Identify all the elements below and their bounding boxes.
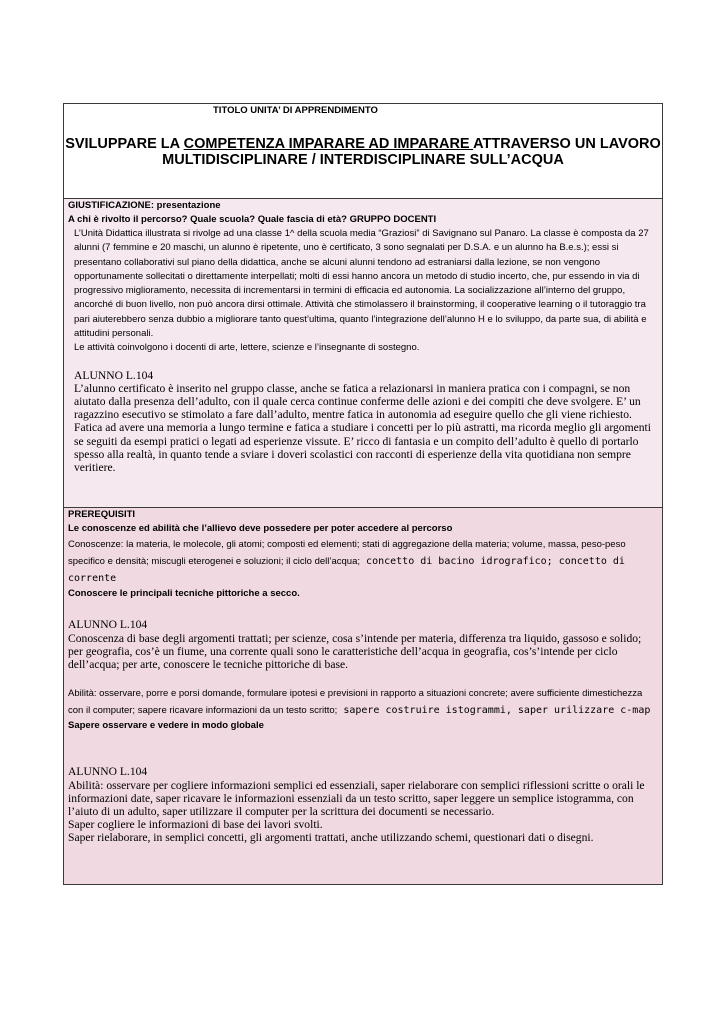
abilita-extra: sapere costruire istogrammi, saper urilizzare c-map xyxy=(337,705,651,717)
page-title xyxy=(64,136,662,168)
conoscenze-extra: concetto di bacino idrografico; concetto di corrente xyxy=(68,556,625,584)
alunno-heading-3: ALUNNO L.104 xyxy=(68,765,148,779)
abilita-paragraph xyxy=(68,685,658,719)
title-part-1: SVILUPPARE LA xyxy=(65,136,184,152)
title-part-2: ATTRAVERSO UN LAVORO MULTIDISCIPLINARE / INTERDISCIPLINARE SULL’ACQUA xyxy=(162,136,661,168)
alunno-abilita: Abilità: osservare per cogliere informazioni semplici ed essenziali, saper rielaborare con semplici riflessioni scritte o orali le informazioni date, saper ricavare le informazioni essenziali da un testo scritto, saper leggere un semplice istogramma, con l’aiuto di un adulto, saper utilizzare il computer per la scrittura dei documenti se necessario. xyxy=(68,778,645,819)
prerequisiti-heading: PREREQUISITI xyxy=(68,509,136,520)
prerequisiti-subheading: Le conoscenze ed abilità che l’allievo deve possedere per poter accedere al percorso xyxy=(68,523,453,534)
conoscenze-text: Conoscenze: la materia, le molecole, gli atomi; composti ed elementi; stati di aggregazione della materia; volume, massa, peso-peso specifico e densità; miscugli eterogenei e soluzioni; il ciclo dell’acqua; xyxy=(68,539,626,567)
abilita-text: Abilità: osservare, porre e porsi domande, formulare ipotesi e previsioni in rapporto a situazioni concrete; avere sufficiente dimestichezza con il computer; sapere ricavare informazioni da un testo scritto; xyxy=(68,688,643,717)
abilita-bold: Sapere osservare e vedere in modo globale xyxy=(68,720,264,732)
prerequisiti-section xyxy=(63,507,663,885)
conoscenze-bold: Conoscere le principali tecniche pittoriche a secco. xyxy=(68,588,300,599)
alunno-conoscenza: Conoscenza di base degli argomenti trattati; per scienze, cosa s’intende per materia, differenza tra liquido, gassoso e solido; per geografia, cos’è un fiume, una corrente quali sono le caratteristiche dell’acqua in geografia, cos’s’intende per ciclo dell’acqua; per arte, conoscere le tecniche pittoriche di base. xyxy=(68,631,642,671)
title-label: TITOLO UNITA’ DI APPRENDIMENTO xyxy=(213,105,378,116)
alunno-abilita-2: Saper cogliere le informazioni di base dei lavori svolti. xyxy=(68,818,323,832)
alunno-description: L’alunno certificato è inserito nel gruppo classe, anche se fatica a relazionarsi in maniera pratica con i compagni, se non aiutato dalla presenza dell’adulto, con il quale cerca continue conferme delle azioni e dei compiti che deve svolgere. E’ un ragazzino esecutivo se stimolato a fare dall’adulto, mentre fatica in autonomia ad eseguire quello che gli viene richiesto. Fatica ad avere una memoria a lungo termine e fatica a studiare i concetti per lo più astratti, ma ricorda meglio gli argomenti se seguiti da esempi pratici o legati ad esperienze vissute. E’ ricco di fantasia e un compito dell’adulto è quello di portarlo spesso alla realtà, in quanto tende a sviare i doveri scolastici con racconti di esperienze della vita quotidiana non sempre veritiere. xyxy=(74,381,651,475)
alunno-heading-2: ALUNNO L.104 xyxy=(68,618,148,632)
giustificazione-question: A chi è rivolto il percorso? Quale scuola? Quale fascia di età? GRUPPO DOCENTI xyxy=(68,214,437,225)
alunno-abilita-3: Saper rielaborare, in semplici concetti, gli argomenti trattati, anche utilizzando schemi, questionari dati o disegni. xyxy=(68,831,594,845)
conoscenze-paragraph xyxy=(68,536,658,587)
giustificazione-body: L’Unità Didattica illustrata si rivolge ad una classe 1^ della scuola media “Graziosi” di Savignano sul Panaro. La classe è composta da 27 alunni (7 femmine e 20 maschi, un alunno è ripetente, uno è certificato, 3 sono segnalati per D.S.A. e un alunno ha B.e.s.); essi si presentano collaborativi sul piano della didattica, anche se alcuni alunni tendono ad estraniarsi dalla lezione, se non vengono opportunamente sollecitati o direttamente interpellati; molti di essi hanno ancora un metodo di studio incerto, che, pur essendo in via di progressivo miglioramento, necessita di incrementarsi in termini di efficacia ed autonomia. La socializzazione all’interno del gruppo, ancorché di buon livello, non può ancora dirsi ottimale. Attività che stimolassero il brainstorming, il cooperative learning o il tutoraggio tra pari aiuterebbero senza dubbio a migliorare tanto quest’ultima, quanto l’integrazione dell’alunno H e lo sviluppo, da parte sua, di abilità e attitudini personali. xyxy=(74,228,649,340)
alunno-heading: ALUNNO L.104 xyxy=(74,368,154,382)
title-section xyxy=(63,103,663,199)
giustificazione-heading: GIUSTIFICAZIONE: presentazione xyxy=(68,200,221,211)
giustificazione-body-2: Le attività coinvolgono i docenti di arte, lettere, scienze e l’insegnante di sostegno. xyxy=(74,342,420,354)
document-table xyxy=(63,103,663,885)
title-underlined: COMPETENZA IMPARARE AD IMPARARE xyxy=(183,136,474,152)
giustificazione-section xyxy=(63,198,663,508)
